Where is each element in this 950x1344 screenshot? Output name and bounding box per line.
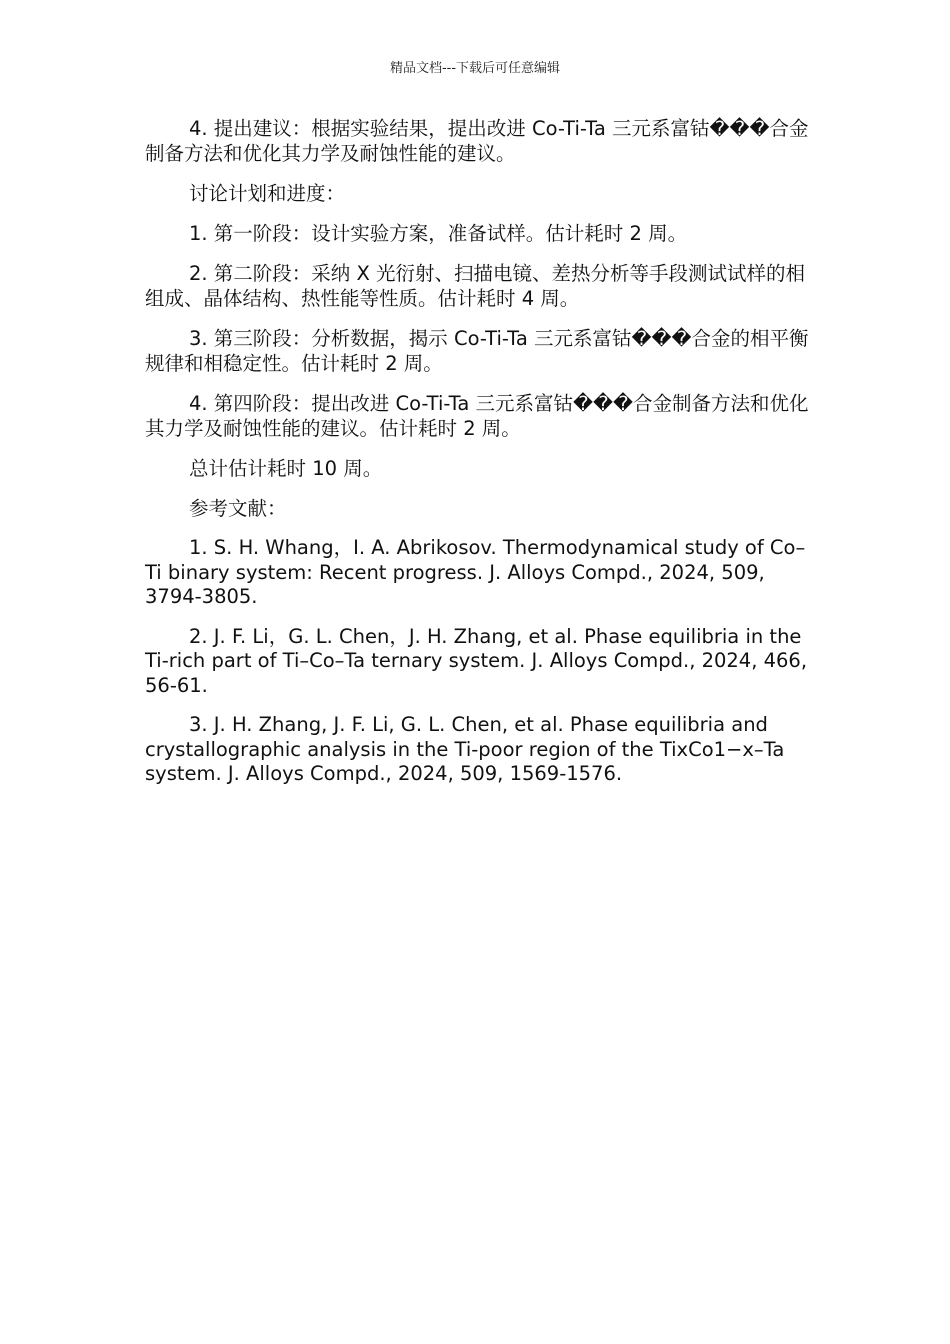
- paragraph-phase-3: 3. 第三阶段：分析数据，揭示 Co-Ti-Ta 三元系富钴���合金的相平衡规律和相稳定性。估计耗时 2 周。: [145, 327, 809, 375]
- reference-3: 3. J. H. Zhang, J. F. Li, G. L. Chen, et al. Phase equilibria and crystallographic analysis in the Ti-poor region of the TixCo1−x–Ta system. J. Alloys Compd., 2024, 509, 1569-1576.: [145, 713, 785, 785]
- paragraph-references-heading: 参考文献：: [189, 497, 287, 520]
- paragraph-total: 总计估计耗时 10 周。: [189, 457, 383, 480]
- reference-1: 1. S. H. Whang，I. A. Abrikosov. Thermodynamical study of Co–Ti binary system: Recent progress. J. Alloys Compd., 2024, 509, 3794-3805.: [145, 536, 806, 608]
- paragraph-phase-1: 1. 第一阶段：设计实验方案，准备试样。估计耗时 2 周。: [189, 222, 688, 245]
- paragraph-phase-2: 2. 第二阶段：采纳 X 光衍射、扫描电镜、差热分析等手段测试试样的相组成、晶体结构、热性能等性质。估计耗时 4 周。: [145, 262, 806, 310]
- paragraph-phase-4: 4. 第四阶段：提出改进 Co-Ti-Ta 三元系富钴���合金制备方法和优化其力学及耐蚀性能的建议。估计耗时 2 周。: [145, 392, 809, 440]
- paragraph-proposal: 4. 提出建议：根据实验结果，提出改进 Co-Ti-Ta 三元系富钴���合金制备方法和优化其力学及耐蚀性能的建议。: [145, 117, 809, 165]
- paragraph-plan-heading: 讨论计划和进度：: [189, 182, 346, 205]
- document-body: [145, 116, 813, 802]
- reference-2: 2. J. F. Li，G. L. Chen，J. H. Zhang, et al. Phase equilibria in the Ti-rich part of Ti–Co–Ta ternary system. J. Alloys Compd., 2024, 466, 56-61.: [145, 624, 808, 697]
- page-header: 精品文档---下载后可任意编辑: [389, 61, 561, 76]
